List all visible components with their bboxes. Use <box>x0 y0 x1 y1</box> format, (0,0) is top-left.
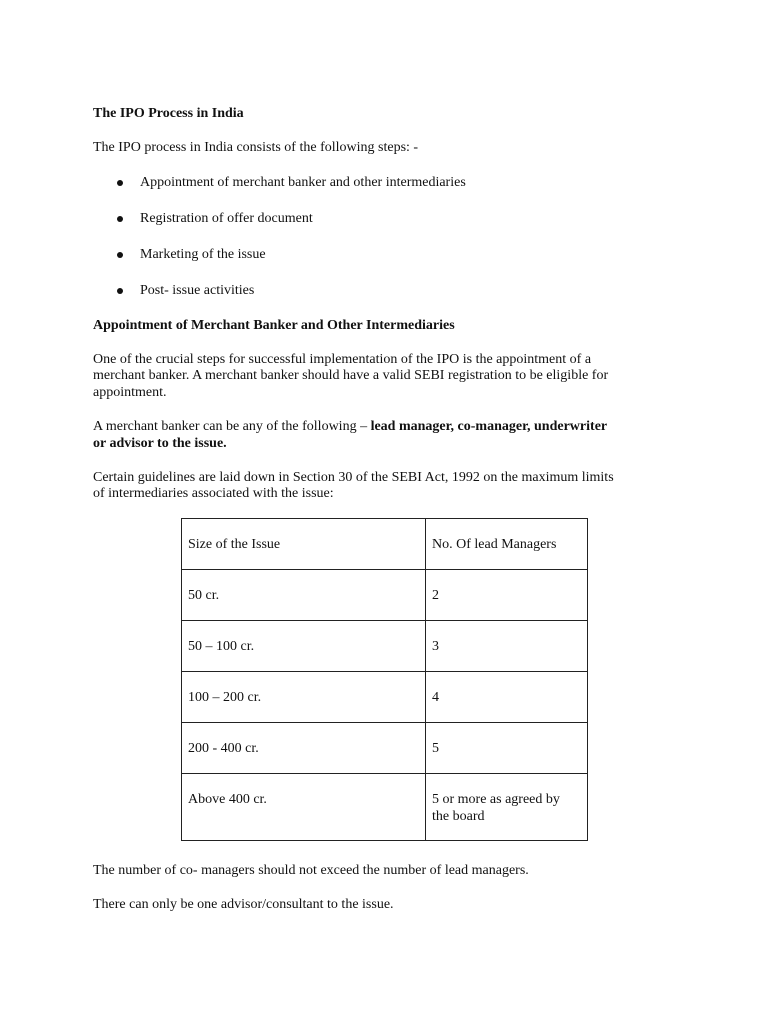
table-row <box>182 723 588 774</box>
table-cell: 5 or more as agreed by the board <box>426 774 588 841</box>
bullet-icon <box>117 216 123 222</box>
paragraph-line: Certain guidelines are laid down in Section 30 of the SEBI Act, 1992 on the maximum limits <box>93 470 614 485</box>
paragraph-bold-text: lead manager, co-manager, underwriter <box>370 419 608 434</box>
paragraph-line <box>93 418 607 435</box>
table-cell: 2 <box>426 570 588 621</box>
table-cell: 50 – 100 cr. <box>182 621 426 672</box>
table-row <box>182 621 588 672</box>
paragraph-text: A merchant banker can be any of the following – <box>93 419 371 434</box>
table-cell: 100 – 200 cr. <box>182 672 426 723</box>
list-item-text: Registration of offer document <box>140 211 313 226</box>
bullet-icon <box>117 288 123 294</box>
table-cell: 200 - 400 cr. <box>182 723 426 774</box>
paragraph-line: appointment. <box>93 385 167 400</box>
list-item-text: Post- issue activities <box>140 283 255 298</box>
paragraph-bold-line: or advisor to the issue. <box>93 436 227 451</box>
note-paragraph: There can only be one advisor/consultant to the issue. <box>93 897 394 912</box>
lead-managers-table <box>181 518 588 841</box>
table-header-cell: No. Of lead Managers <box>426 519 588 570</box>
table-cell: 3 <box>426 621 588 672</box>
table-cell: 5 <box>426 723 588 774</box>
table-row <box>182 672 588 723</box>
paragraph-line: merchant banker. A merchant banker should have a valid SEBI registration to be eligible for <box>93 368 609 383</box>
list-item-text: Marketing of the issue <box>140 247 266 262</box>
table-row <box>182 774 588 841</box>
paragraph-line: of intermediaries associated with the issue: <box>93 486 334 501</box>
table-header-row <box>182 519 588 570</box>
paragraph-line: One of the crucial steps for successful implementation of the IPO is the appointment of a <box>93 352 592 367</box>
section-heading: Appointment of Merchant Banker and Other Intermediaries <box>93 318 455 333</box>
bullet-icon <box>117 180 123 186</box>
document-title: The IPO Process in India <box>93 106 244 121</box>
bullet-icon <box>117 252 123 258</box>
list-item-text: Appointment of merchant banker and other intermediaries <box>140 175 466 190</box>
table-cell: 4 <box>426 672 588 723</box>
table-header-cell: Size of the Issue <box>182 519 426 570</box>
table-row <box>182 570 588 621</box>
intro-paragraph: The IPO process in India consists of the following steps: - <box>93 140 419 155</box>
note-paragraph: The number of co- managers should not exceed the number of lead managers. <box>93 863 529 878</box>
table-cell: Above 400 cr. <box>182 774 426 841</box>
table-cell: 50 cr. <box>182 570 426 621</box>
